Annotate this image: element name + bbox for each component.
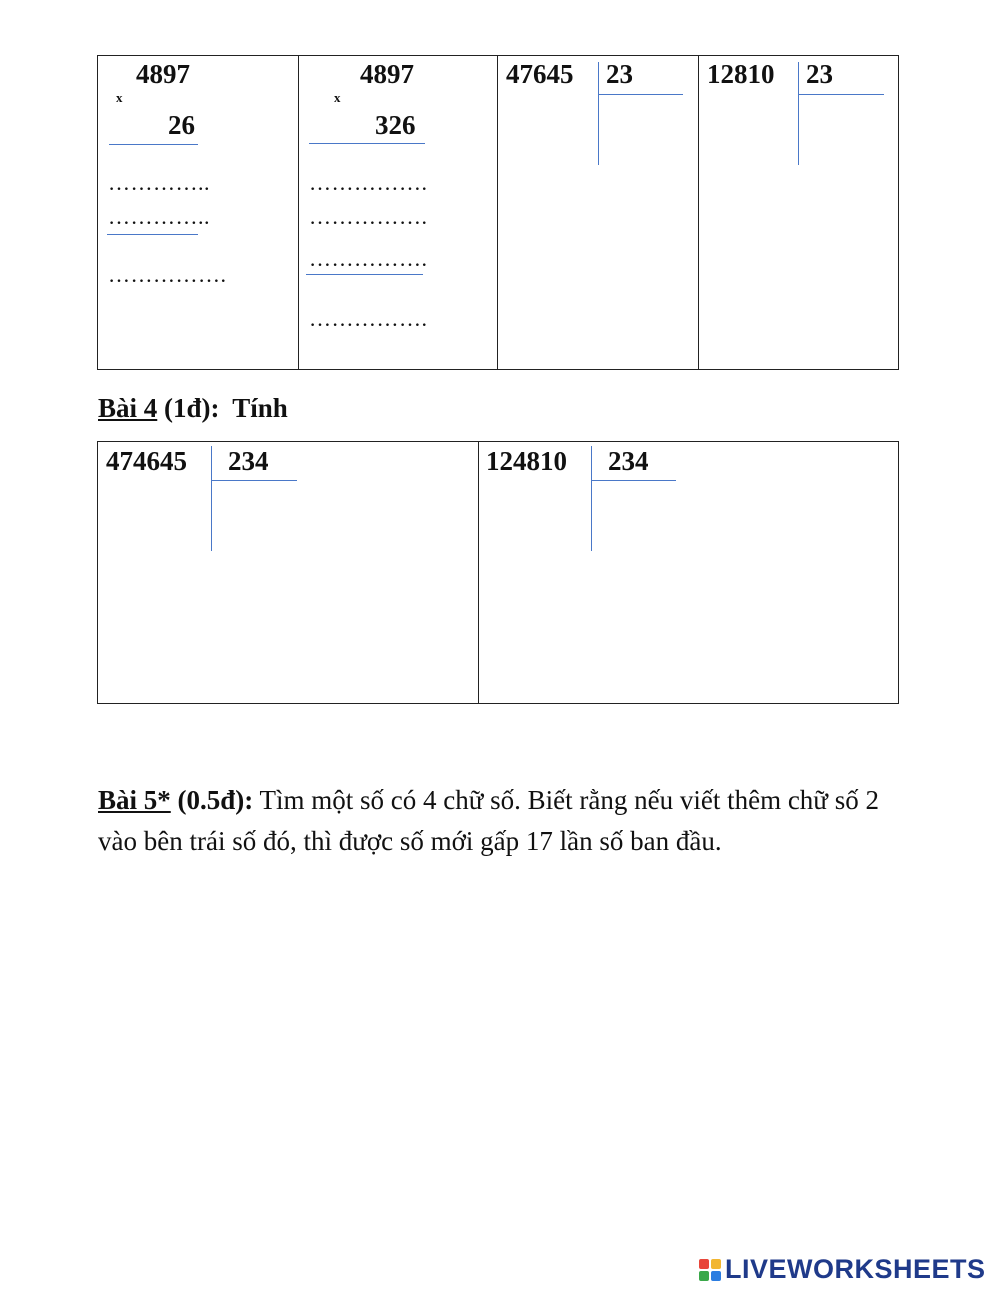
- exercise-label: Bài 4: [98, 393, 158, 423]
- division-bracket-vertical: [591, 446, 592, 551]
- logo-text: LIVEWORKSHEETS: [725, 1254, 986, 1284]
- exercise-label: Bài 5*: [98, 785, 171, 815]
- division-bracket-horizontal: [591, 480, 676, 481]
- calc-table: [97, 55, 899, 370]
- exercise-5: [98, 780, 888, 862]
- answer-dots[interactable]: …………….: [108, 262, 227, 287]
- table-divider: [698, 55, 699, 370]
- exercise-instruction: Tính: [232, 393, 288, 423]
- answer-dots[interactable]: …………..: [108, 204, 210, 229]
- exercise-points: (0.5đ):: [177, 785, 254, 815]
- sum-line: [306, 274, 423, 275]
- dividend: 474645: [106, 446, 187, 476]
- answer-dots[interactable]: …………….: [309, 246, 428, 271]
- multiplier: 326: [375, 110, 416, 140]
- multiplicand: 4897: [360, 59, 414, 89]
- division-bracket-horizontal: [798, 94, 884, 95]
- dividend: 47645: [506, 59, 574, 89]
- answer-dots[interactable]: …………..: [108, 170, 210, 195]
- division-bracket-vertical: [798, 62, 799, 165]
- division-bracket-horizontal: [598, 94, 683, 95]
- liveworksheets-logo: [699, 1256, 986, 1283]
- sum-line: [107, 234, 198, 235]
- multiplier: 26: [168, 110, 195, 140]
- divisor: 234: [228, 446, 269, 476]
- division-bracket-horizontal: [211, 480, 297, 481]
- multiply-sign: x: [334, 90, 341, 105]
- divisor: 23: [606, 59, 633, 89]
- multiplicand: 4897: [136, 59, 190, 89]
- answer-dots[interactable]: …………….: [309, 204, 428, 229]
- exercise-text: Tìm một số có 4 chữ số. Biết rằng nếu viết thêm chữ số 2 vào bên trái số đó, thì được số mới gấp 17 lần số ban đầu.: [98, 785, 879, 856]
- answer-dots[interactable]: …………….: [309, 170, 428, 195]
- dividend: 124810: [486, 446, 567, 476]
- multiply-sign: x: [116, 90, 123, 105]
- divisor: 234: [608, 446, 649, 476]
- divisor: 23: [806, 59, 833, 89]
- product-line: [309, 143, 425, 144]
- division-bracket-vertical: [598, 62, 599, 165]
- table-divider: [478, 441, 479, 704]
- division-bracket-vertical: [211, 446, 212, 551]
- table-divider: [497, 55, 498, 370]
- product-line: [109, 144, 198, 145]
- exercise-points: (1đ):: [164, 393, 220, 423]
- answer-dots[interactable]: …………….: [309, 306, 428, 331]
- exercise-4-heading: [98, 395, 288, 422]
- logo-mark-icon: [699, 1259, 721, 1281]
- dividend: 12810: [707, 59, 775, 89]
- table-divider: [298, 55, 299, 370]
